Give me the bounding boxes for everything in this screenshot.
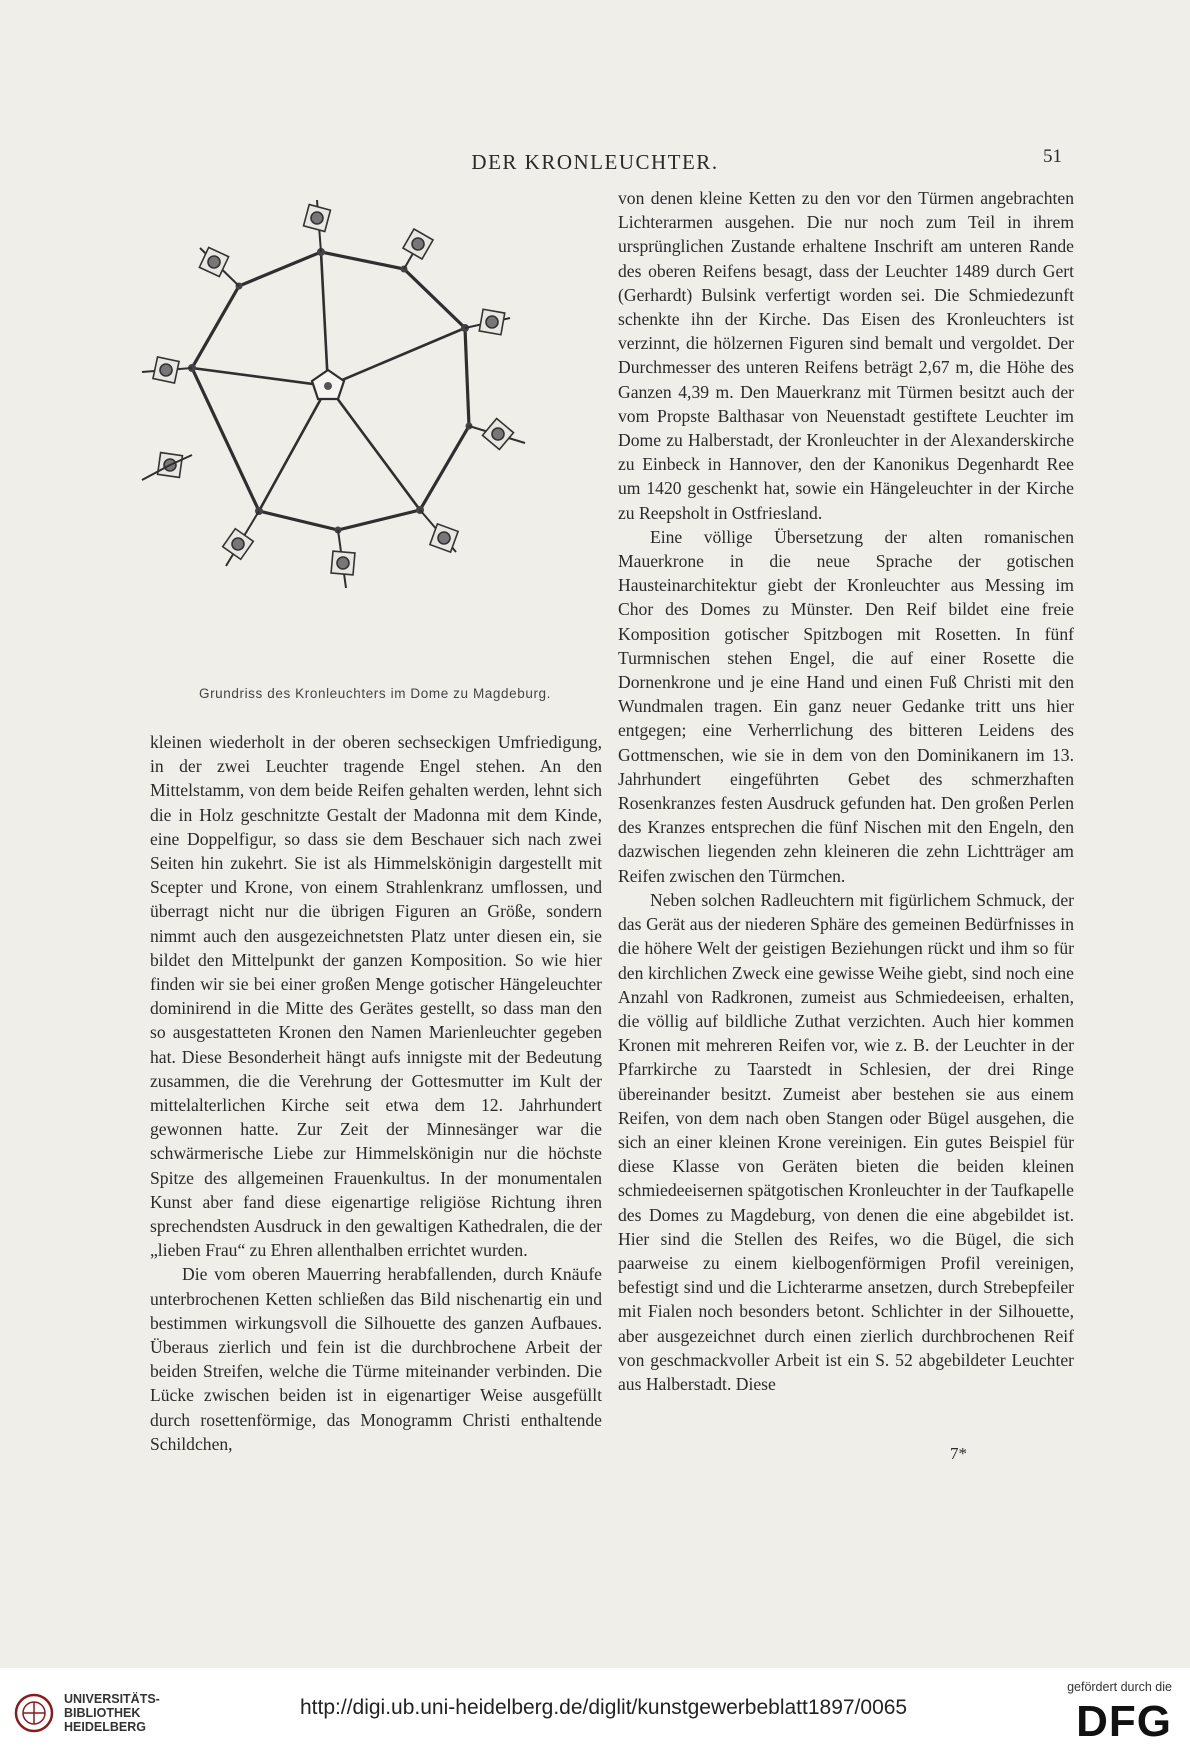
library-name: UNIVERSITÄTS- BIBLIOTHEK HEIDELBERG (64, 1692, 160, 1734)
left-text-column (150, 730, 602, 1456)
paragraph: kleinen wiederholt in der oberen sechseckigen Umfriedigung, in der zwei Leuchter tragende Engel stehen. An den Mittelstamm, von dem beide Reifen gehalten werden, lehnt sich die in Holz geschnitzte Gestalt der Madonna mit dem Kinde, eine Doppelfigur, so dass sie dem Beschauer sich nach zwei Seiten hin zukehrt. Sie ist als Himmelskönigin dargestellt mit Scepter und Krone, von einem Strahlenkranz umflossen, und überragt nicht nur die übrigen Figuren an Größe, sondern nimmt auch den ausgezeichnetsten Platz unter diesen ein, sie bildet den Mittelpunkt der ganzen Komposition. So wie hier finden wir sie bei einer großen Menge gotischer Hängeleuchter dominirend in die Mitte des Gerätes gestellt, so dass man den so ausgestatteten Kronen den Namen Marienleuchter gegeben hat. Diese Besonderheit hängt aufs innigste mit der Bedeutung zusammen, die die Verehrung der Gottesmutter im Kult der mittelalterlichen Kirche seit etwa dem 12. Jahrhundert gewonnen hatte. Zur Zeit der Minnesänger war die schwärmerische Liebe zur Himmelskönigin nur die höchste Spitze des allgemeinen Frauenkultus. In der monumentalen Kunst aber fand diese eigenartige religiöse Richtung ihren sprechendsten Ausdruck in den gewaltigen Kathedralen, die der „lieben Frau“ zu Ehren allenthalben errichtet wurden. (150, 732, 602, 1261)
dfg-funding-logo[interactable] (1067, 1680, 1172, 1746)
permalink-url[interactable]: http://digi.ub.uni-heidelberg.de/diglit/kunstgewerbeblatt1897/0065 (300, 1696, 908, 1719)
figure-caption: Grundriss des Kronleuchters im Dome zu Magdeburg. (198, 686, 552, 701)
funded-by-label: gefördert durch die (1067, 1680, 1172, 1694)
paragraph: Die vom oberen Mauerring herabfallenden, durch Knäufe unterbrochenen Ketten schließen das Bild nischenartig ein und bestimmen wirkungsvoll die Silhouette des ganzen Aufbaues. Überaus zierlich und fein ist die durchbrochene Arbeit der beiden Streifen, welche die Türme miteinander verbinden. Die Lücke zwischen beiden ist in eigenartiger Weise ausgefüllt durch rosettenförmige, das Monogramm Christi enthaltende Schildchen, (150, 1264, 602, 1454)
paragraph: von denen kleine Ketten zu den vor den Türmen angebrachten Lichterarmen ausgehen. Die nur noch zum Teil in ihrem ursprünglichen Zustande erhaltene Inschrift am unteren Rande des oberen Reifens besagt, dass der Leuchter 1489 durch Gert (Gerhardt) Bulsink verfertigt worden sei. Die Schmiedezunft schenkte ihn der Kirche. Das Eisen des Kronleuchters ist verzinnt, die hölzernen Figuren sind bemalt und vergoldet. Der Durchmesser des unteren Reifens beträgt 2,67 m, die Höhe des Ganzen 4,39 m. Den Mauerkranz mit Türmen besitzt auch der vom Propste Balthasar von Neuenstadt gestiftete Leuchter im Dome zu Halberstadt, der Kronleuchter in der Alexanderskirche zu Einbeck in Hannover, den der Kanonikus Degenhardt Ree um 1420 geschenkt hat, sowie ein Hängeleuchter in der Kirche zu Reepsholt in Ostfriesland. (618, 188, 1074, 523)
chandelier-plan-drawing (140, 200, 600, 670)
digitization-footer (0, 1668, 1190, 1754)
page-number: 51 (1043, 146, 1062, 167)
dfg-logo-text: DFG (1076, 1697, 1172, 1746)
library-seal-icon (14, 1693, 54, 1733)
paragraph: Neben solchen Radleuchtern mit figürlichem Schmuck, der das Gerät aus der niederen Sphäre des gemeinen Bedürfnisses in die höhere Welt der geistigen Beziehungen rückt und ihm so für den kirchlichen Zweck eine gewisse Weihe giebt, sind noch eine Anzahl von Radkronen, zumeist aus Schmiedeeisen, erhalten, die völlig auf bildliche Zuthat verzichten. Auch hier kommen Kronen mit mehreren Reifen vor, wie z. B. der Leuchter in der Pfarrkirche zu Taarstedt in Schlesien, der drei Ringe übereinander besitzt. Zumeist aber bestehen sie aus einem Reifen, von dem nach oben Stangen oder Bügel ausgehen, die sich an einer kleinen Krone vereinigen. Ein gutes Beispiel für diese Klasse von Geräten bieten die beiden kleinen schmiedeeisernen spätgotischen Kronleuchter in der Taufkapelle des Domes zu Magdeburg, von denen die eine abgebildet ist. Hier sind die Stellen des Reifes, wo die Bügel, die sich paarweise zu einem kielbogenförmigen Profil vereinigen, befestigt sind und die Lichterarme ansetzen, durch Strebepfeiler mit Fialen noch besonders betont. Schlichter in der Silhouette, aber ausgezeichnet durch einen zierlich durchbrochenen Reif von geschmackvoller Arbeit ist ein S. 52 abgebildeter Leuchter aus Halberstadt. Diese (618, 889, 1074, 1394)
signature-mark: 7* (950, 1444, 967, 1463)
university-library-logo[interactable] (14, 1692, 160, 1734)
right-text-column (618, 186, 1074, 1396)
chandelier-floor-plan-figure (140, 200, 600, 700)
running-head-title: DER KRONLEUCHTER. (471, 150, 719, 174)
paragraph: Eine völlige Übersetzung der alten romanischen Mauerkrone in die neue Sprache der gotischen Hausteinarchitektur giebt der Kronleuchter aus Messing im Chor des Domes zu Münster. Den Reif bildet eine freie Komposition gotischer Spitzbogen mit Rosetten. In fünf Turmnischen stehen Engel, die auf einer Rosette die Dornenkrone und je eine Hand und einen Fuß Christi mit den Wundmalen tragen. Ein ganz neuer Gedanke tritt uns hier entgegen; eine Verherrlichung des bitteren Leidens des Gottmenschen, wie sie in dem von den Dominikanern im 13. Jahrhundert eingeführten Gebet des schmerzhaften Rosenkranzes festen Ausdruck gefunden hat. Den großen Perlen des Kranzes entsprechen die fünf Nischen mit den Engeln, den dazwischen liegenden zehn kleineren die zehn Lichtträger am Reifen zwischen den Türmchen. (618, 526, 1074, 886)
